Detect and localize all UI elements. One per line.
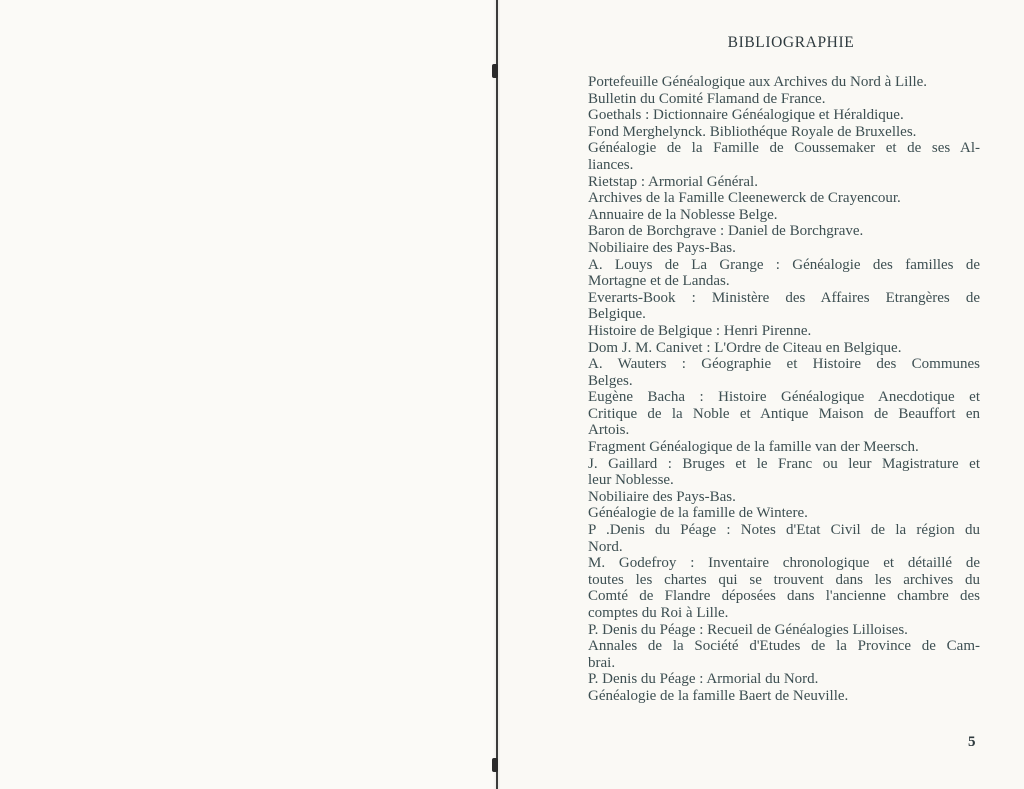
bibliography-line: Dom J. M. Canivet : L'Ordre de Citeau en Belgique.: [588, 339, 902, 356]
bibliography-line: Belges.: [588, 372, 633, 389]
bibliography-line: Portefeuille Généalogique aux Archives du Nord à Lille.: [588, 74, 928, 90]
bibliography-line: Annuaire de la Noblesse Belge.: [588, 206, 778, 223]
bibliography-list: [588, 74, 980, 705]
bibliography-line: A. Wauters : Géographie et Histoire des Communes: [588, 356, 980, 373]
bibliography-line: Nord.: [588, 538, 623, 555]
bibliography-line: Eugène Bacha : Histoire Généalogique Anecdotique et: [588, 389, 980, 406]
bibliography-line: Généalogie de la famille de Wintere.: [588, 505, 808, 522]
page-title: BIBLIOGRAPHIE: [727, 34, 855, 51]
bibliography-line: Nobiliaire des Pays-Bas.: [588, 239, 736, 256]
bibliography-line: Mortagne et de Landas.: [588, 273, 730, 290]
bibliography-line: brai.: [588, 654, 616, 671]
bibliography-line: Fond Merghelynck. Bibliothéque Royale de Bruxelles.: [588, 123, 917, 140]
bibliography-line: Histoire de Belgique : Henri Pirenne.: [588, 322, 812, 339]
bibliography-line: Annales de la Société d'Etudes de la Province de Cam-: [588, 638, 980, 655]
bibliography-line: A. Louys de La Grange : Généalogie des familles de: [588, 256, 980, 273]
bibliography-line: Everarts-Book : Ministère des Affaires Etrangères de: [588, 289, 980, 306]
bibliography-line: P. Denis du Péage : Armorial du Nord.: [588, 671, 819, 688]
bibliography-line: Baron de Borchgrave : Daniel de Borchgrave.: [588, 223, 864, 240]
bibliography-line: P. Denis du Péage : Recueil de Généalogies Lilloises.: [588, 621, 908, 638]
bibliography-line: J. Gaillard : Bruges et le Franc ou leur Magistrature et: [588, 455, 980, 472]
bibliography-line: Généalogie de la famille Baert de Neuville.: [588, 687, 849, 704]
bibliography-line: Archives de la Famille Cleenewerck de Crayencour.: [588, 190, 901, 207]
bibliography-line: Bulletin du Comité Flamand de France.: [588, 90, 826, 107]
bibliography-line: Généalogie de la Famille de Coussemaker et de ses Al-: [588, 140, 980, 157]
page-number: 5: [968, 734, 976, 750]
bibliography-line: Comté de Flandre déposées dans l'ancienne chambre des: [588, 588, 980, 605]
bibliography-line: Fragment Généalogique de la famille van der Meersch.: [588, 439, 919, 456]
bibliography-line: Nobiliaire des Pays-Bas.: [588, 488, 736, 505]
bibliography-line: M. Godefroy : Inventaire chronologique et détaillé de: [588, 555, 980, 572]
bibliography-line: Rietstap : Armorial Général.: [588, 173, 758, 190]
bibliography-line: Artois.: [588, 422, 630, 439]
bibliography-line: Critique de la Noble et Antique Maison de Beauffort en: [588, 405, 980, 422]
binding-staple-bottom: [492, 758, 498, 772]
bibliography-line: leur Noblesse.: [588, 472, 674, 489]
left-page: [0, 0, 496, 789]
bibliography-line: liances.: [588, 156, 634, 173]
book-fold: [496, 0, 498, 789]
bibliography-line: P .Denis du Péage : Notes d'Etat Civil de la région du: [588, 522, 980, 539]
binding-staple-top: [492, 64, 498, 78]
bibliography-line: comptes du Roi à Lille.: [588, 605, 729, 621]
bibliography-line: Belgique.: [588, 306, 646, 323]
bibliography-line: toutes les chartes qui se trouvent dans les archives du: [588, 571, 980, 588]
bibliography-line: Goethals : Dictionnaire Généalogique et Héraldique.: [588, 107, 904, 124]
